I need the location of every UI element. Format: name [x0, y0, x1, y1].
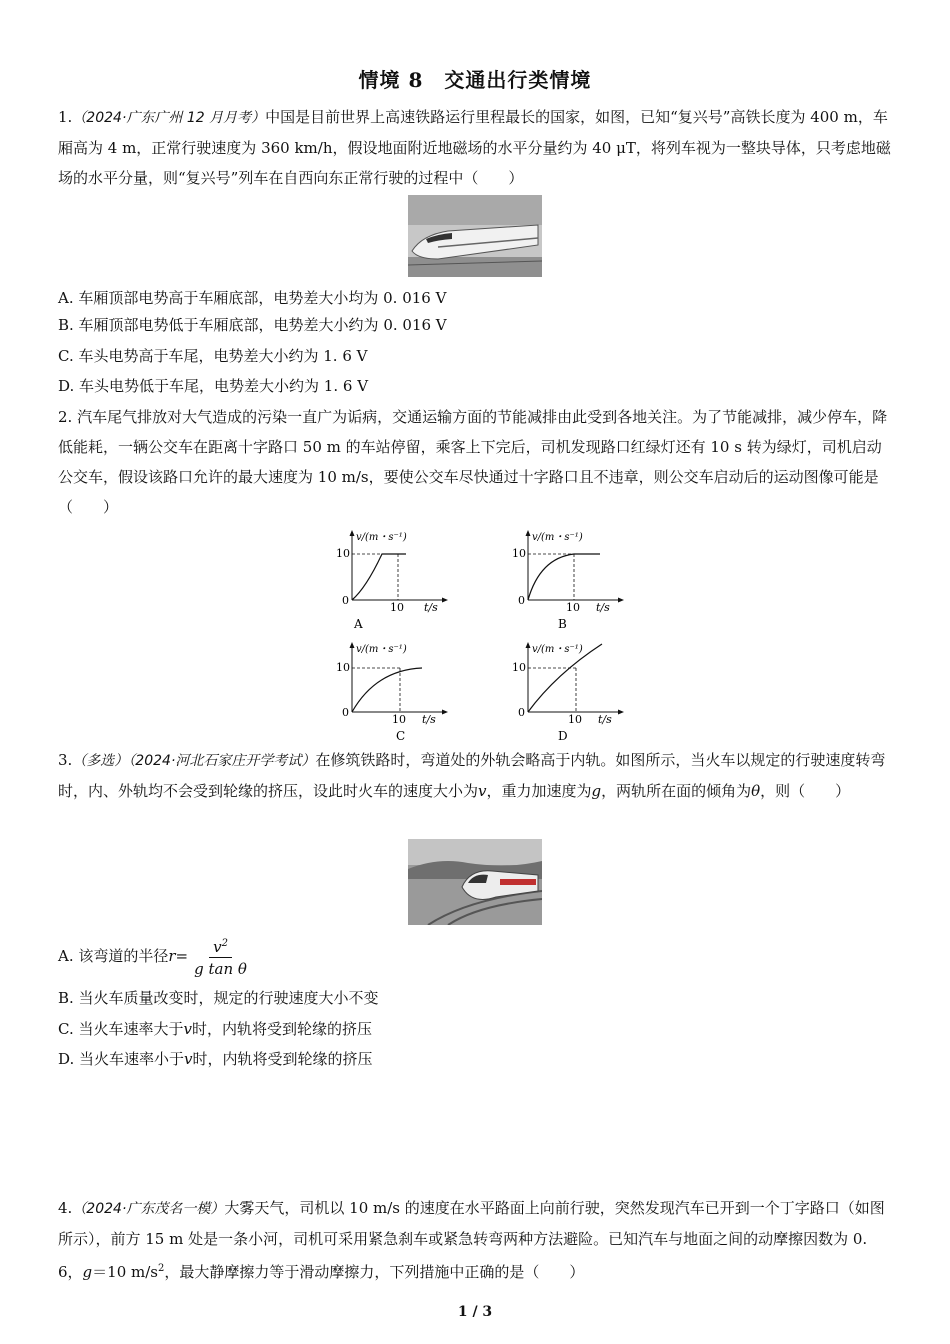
graph-b-y-tick: 10: [512, 547, 526, 560]
graph-d-y-label: v/(m・s⁻¹): [532, 644, 583, 655]
question-2-stem: 2. 汽车尾气排放对大气造成的污染一直广为诟病，交通运输方面的节能减排由此受到各地关注。为了节能减排，减少停车，降低能耗，一辆公交车在距离十字路口 50 m 的车站停留，乘客上下完后，司机发现路口红绿灯还有 10 s 转为绿灯，司机启动公交车，假设该路口允许的最大速度为 10 m/s，要使公交车尽快通过十字路口且不违章，则公交车启动后的运动图像可能是（ ）: [58, 408, 888, 516]
question-3-option-b: B. 当火车质量改变时，规定的行驶速度大小不变: [58, 989, 379, 1007]
graph-a-y-tick: 10: [336, 547, 350, 560]
question-1-source: （2024·广东广州 12 月月考）: [72, 110, 266, 126]
graph-d-x-label: t/s: [598, 713, 612, 726]
question-3-tag: （多选）: [72, 753, 129, 769]
graph-b-origin: 0: [518, 594, 525, 607]
graph-b-x-tick: 10: [566, 601, 580, 614]
train-photo-1: [408, 195, 542, 277]
graph-d-x-tick: 10: [568, 713, 582, 726]
graph-a: [336, 524, 466, 634]
question-1-stem: 1.（2024·广东广州 12 月月考）中国是目前世界上高速铁路运行里程最长的国家，如图，已知“复兴号”高铁长度为 400 m，车厢高为 4 m，正常行驶速度为 360 km/h，假设地面附近地磁场的水平分量约为 40 μT，将列车视为一整块导体，只考虑地磁场的水平分量，则“复兴号”列车在自西向东正常行驶的过程中（ ）: [58, 108, 891, 187]
question-3-stem: 3.（多选）（2024·河北石家庄开学考试）在修筑铁路时，弯道处的外轨会略高于内轨。如图所示，当火车以规定的行驶速度转弯时，内、外轨均不会受到轮缘的挤压，设此时火车的速度大小为v，重力加速度为g，两轨所在面的倾角为θ，则（ ）: [58, 751, 886, 800]
graph-a-x-label: t/s: [424, 601, 438, 614]
graph-a-origin: 0: [342, 594, 349, 607]
graph-b-x-label: t/s: [596, 601, 610, 614]
graph-a-x-tick: 10: [390, 601, 404, 614]
graph-a-y-label: v/(m・s⁻¹): [356, 532, 407, 543]
graph-b-curve: [528, 554, 600, 600]
graph-c-x-label: t/s: [422, 713, 436, 726]
graph-c-x-tick: 10: [392, 713, 406, 726]
graph-c-y-tick: 10: [336, 661, 350, 674]
question-3-source: （2024·河北石家庄开学考试）: [128, 753, 316, 769]
question-1-option-d: D. 车头电势低于车尾，电势差大小约为 1. 6 V: [58, 377, 369, 395]
curving-train-icon: [408, 839, 542, 925]
radius-formula: $\frac{v^2}{\text{g tan θ}}$: [190, 934, 251, 980]
question-4-source: （2024·广东茂名一模）: [72, 1201, 225, 1217]
graph-b-caption: B: [558, 617, 567, 631]
graph-d-caption: D: [558, 729, 568, 743]
question-4-stem: 4.（2024·广东茂名一模）大雾天气，司机以 10 m/s 的速度在水平路面上向前行驶，突然发现汽车已开到一个丁字路口（如图所示），前方 15 m 处是一条小河，司机可采用紧急刹车或紧急转弯两种方法避险。已知汽车与地面之间的动摩擦因数为 0. 6，g＝10 $m/s^2$，最大静摩擦力等于滑动摩擦力，下列措施中正确的是（ ）: [58, 1199, 885, 1281]
graph-b-y-label: v/(m・s⁻¹): [532, 532, 583, 543]
graph-c: [336, 636, 466, 746]
graph-c-curve: [352, 668, 422, 712]
question-1-option-b: B. 车厢顶部电势低于车厢底部，电势差大小约为 0. 016 V: [58, 316, 447, 334]
question-3-option-d: D. 当火车速率小于v时，内轨将受到轮缘的挤压: [58, 1050, 373, 1068]
question-3-option-c: C. 当火车速率大于v时，内轨将受到轮缘的挤压: [58, 1020, 372, 1038]
graph-c-y-label: v/(m・s⁻¹): [356, 644, 407, 655]
graph-c-origin: 0: [342, 706, 349, 719]
question-1-option-c: C. 车头电势高于车尾，电势差大小约为 1. 6 V: [58, 347, 368, 365]
graph-d: [512, 636, 642, 746]
question-3-option-a: A. 该弯道的半径r= $\frac{v^2}{\text{g tan θ}}$: [58, 934, 251, 976]
page-title: 情境 8 交通出行类情境: [358, 68, 592, 92]
graph-b: [512, 524, 642, 634]
high-speed-train-icon: [408, 195, 542, 277]
question-1-option-a: A. 车厢顶部电势高于车厢底部，电势差大小均为 0. 016 V: [58, 289, 447, 307]
graph-d-y-tick: 10: [512, 661, 526, 674]
graph-c-caption: C: [396, 729, 406, 743]
graph-d-origin: 0: [518, 706, 525, 719]
graph-a-caption: A: [354, 617, 363, 631]
train-photo-2: [408, 839, 542, 925]
page-number: 1 / 3: [457, 1304, 493, 1320]
